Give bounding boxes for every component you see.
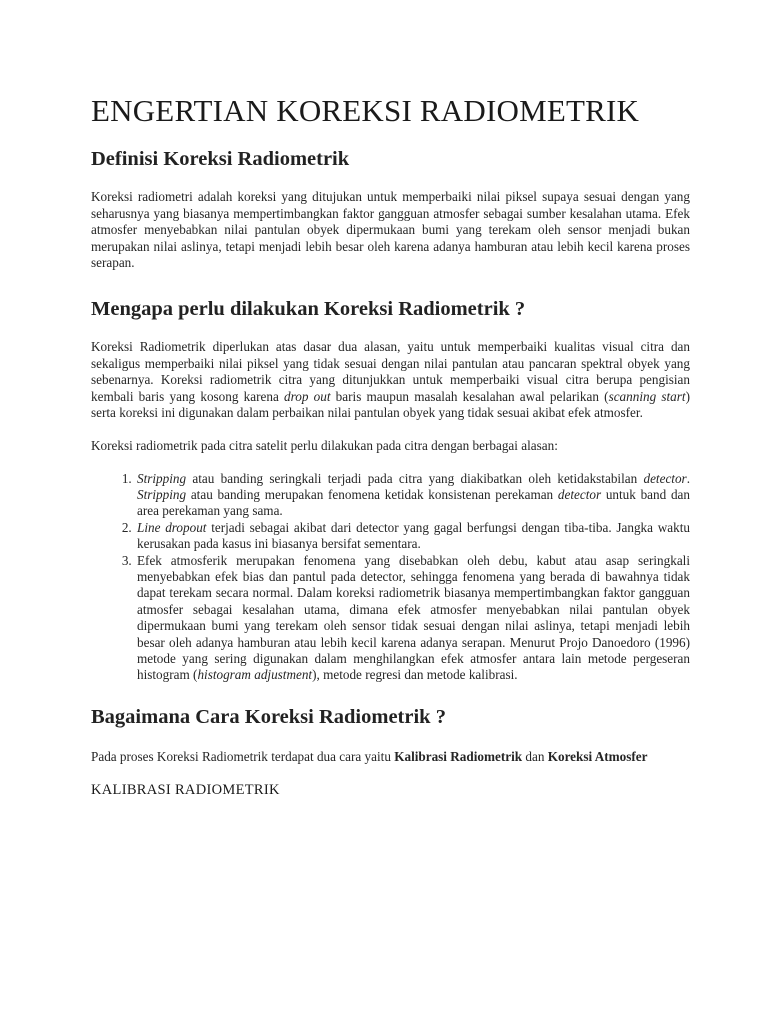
paragraph-alasan	[91, 339, 690, 422]
text-run: untuk band dan area perekaman yang sama.	[137, 486, 690, 519]
text-run: Efek atmosferik merupakan fenomena yang disebabkan oleh debu, kabut atau asap seringkali menyebabkan efek bias dan pantul pada detector, sehingga fenomena yang berada di bawahnya tidak dapat terekam secara normal. Dalam koreksi radiometrik biasanya mempertimbangkan faktor gangguan atmosfer sebagai kesalahan utama, dimana efek atmosfer menyebabkan nilai pantulan obyek dipermukaan bumi yang terekam oleh sensor tidak sesuai dengan nilai aslinya, tetapi menjadi lebih besar oleh adanya hamburan atau lebih kecil karena adanya serapan. Menurut Projo Danoedoro (1996) metode yang sering digunakan dalam menghilangkan efek atmosfer antara lain metode pergeseran histogram (	[137, 552, 690, 683]
term: detector	[557, 486, 602, 502]
term-kalibrasi: Kalibrasi Radiometrik	[394, 748, 523, 764]
text-run: .	[686, 470, 690, 486]
term-koreksi-atmosfer: Koreksi Atmosfer	[547, 748, 648, 764]
text-run: atau banding seringkali terjadi pada citra yang diakibatkan oleh ketidakstabilan	[186, 470, 644, 486]
term: detector	[643, 470, 687, 486]
paragraph-cara	[91, 749, 690, 766]
term: histogram adjustment	[197, 667, 313, 683]
list-item	[135, 553, 690, 684]
text-run: ) serta koreksi ini digunakan dalam perbaikan nilai pantulan obyek yang tidak sesuai akibat efek atmosfer.	[91, 388, 690, 421]
text-run: ), metode regresi dan metode kalibrasi.	[312, 667, 518, 683]
text-run: dan	[522, 748, 548, 764]
heading-bagaimana: Bagaimana Cara Koreksi Radiometrik ?	[91, 705, 446, 728]
term-scanning-start: scanning start	[608, 388, 686, 404]
document-title: ENGERTIAN KOREKSI RADIOMETRIK	[91, 93, 640, 128]
heading-definisi: Definisi Koreksi Radiometrik	[91, 148, 350, 170]
term: Line dropout	[137, 519, 207, 535]
paragraph-intro-list: Koreksi radiometrik pada citra satelit perlu dilakukan pada citra dengan berbagai alasan:	[91, 437, 558, 453]
text-run: terjadi sebagai akibat dari detector yang gagal berfungsi dengan tiba-tiba. Jangka waktu kerusakan pada kasus ini biasanya bersifat sementara.	[137, 519, 690, 552]
term-drop-out: drop out	[284, 388, 331, 404]
text-run: atau banding merupakan fenomena ketidak konsistenan perekaman	[186, 486, 558, 502]
list-item	[135, 471, 690, 520]
reasons-list	[91, 471, 690, 684]
text-run: Koreksi Radiometrik diperlukan atas dasar dua alasan, yaitu untuk memperbaiki kualitas visual citra dan sekaligus memperbaiki nilai piksel yang tidak sesuai dengan nilai pantulan atau pancaran spektral obyek yang sebenarnya. Koreksi radiometrik citra yang ditunjukkan untuk memperbaiki visual citra berupa pengisian kembali baris yang kosong karena	[91, 338, 690, 404]
term: Stripping	[137, 486, 187, 502]
term: Stripping	[137, 470, 187, 486]
heading-mengapa: Mengapa perlu dilakukan Koreksi Radiometrik ?	[91, 297, 526, 320]
text-run: Pada proses Koreksi Radiometrik terdapat dua cara yaitu	[91, 748, 395, 764]
text-run: baris maupun masalah kesalahan awal pelarikan (	[330, 388, 609, 404]
paragraph-definisi: Koreksi radiometri adalah koreksi yang ditujukan untuk memperbaiki nilai piksel supaya sesuai dengan yang seharusnya yang biasanya mempertimbangkan faktor gangguan atmosfer sebagai sumber kesalahan utama. Efek atmosfer menyebabkan nilai pantulan obyek dipermukaan bumi yang terekam oleh sensor menjadi bukan merupakan nilai aslinya, tetapi menjadi lebih besar oleh karena adanya hamburan atau lebih kecil karena proses serapan.	[91, 189, 690, 271]
list-item	[135, 520, 690, 553]
subheading-kalibrasi: KALIBRASI RADIOMETRIK	[91, 782, 280, 799]
